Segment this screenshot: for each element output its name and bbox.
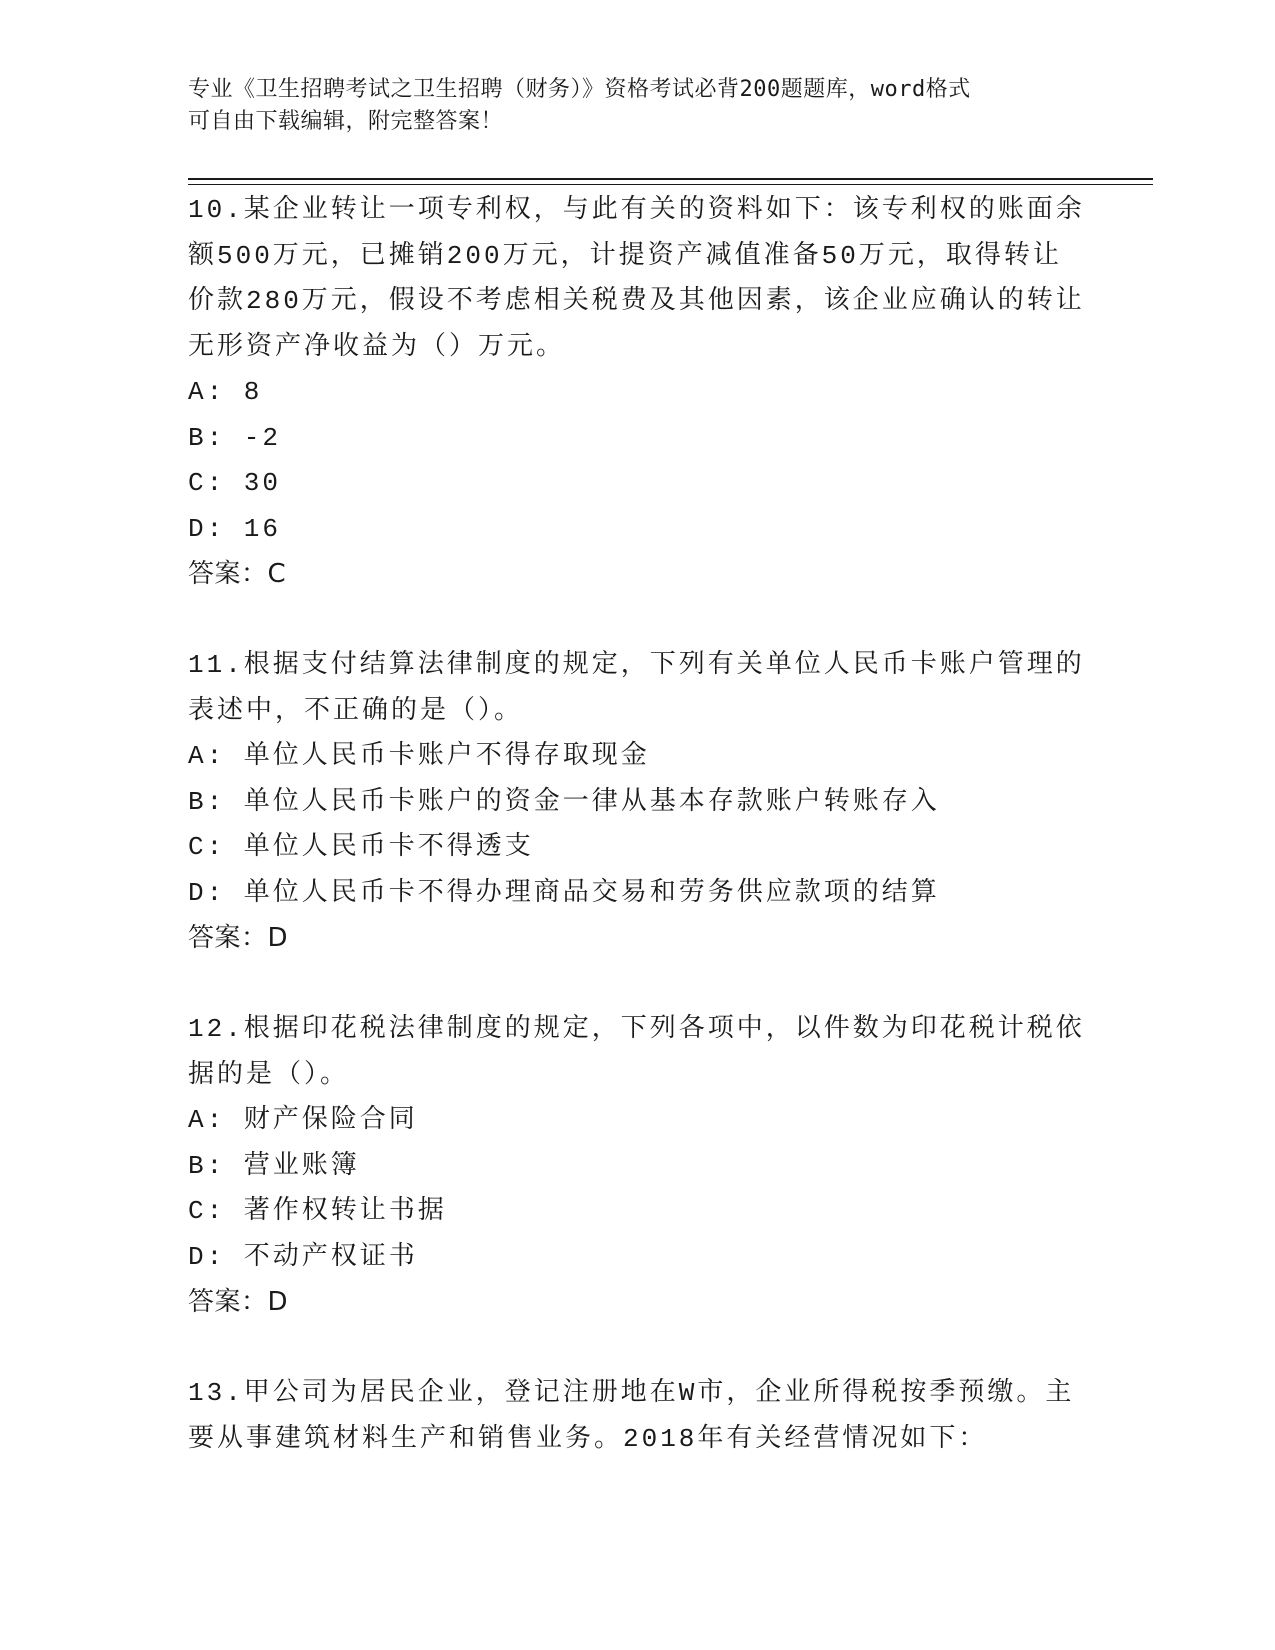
- option-b: B: -2: [188, 422, 282, 453]
- question-stem: 12.根据印花税法律制度的规定，下列各项中，以件数为印花税计税依据的是（）。: [188, 1014, 1085, 1090]
- spacer: [188, 598, 1088, 644]
- question-12: [188, 1007, 1088, 1326]
- question-stem: 11.根据支付结算法律制度的规定，下列有关单位人民币卡账户管理的表述中，不正确的是（）。: [188, 650, 1085, 726]
- option-a: A: 财产保险合同: [188, 1105, 418, 1135]
- answer: 答案：D: [188, 1287, 289, 1317]
- option-b: B: 单位人民币卡账户的资金一律从基本存款账户转账存入: [188, 786, 940, 817]
- question-stem: 10.某企业转让一项专利权，与此有关的资料如下：该专利权的账面余额500万元，已摊销200万元，计提资产减值准备50万元，取得转让价款280万元，假设不考虑相关税费及其他因素，该企业应确认的转让无形资产净收益为（）万元。: [188, 195, 1085, 362]
- option-d: D: 不动产权证书: [188, 1241, 418, 1272]
- header-line-2: 可自由下载编辑，附完整答案！: [188, 109, 504, 134]
- option-a: A: 单位人民币卡账户不得存取现金: [188, 741, 650, 771]
- header-line-1: 专业《卫生招聘考试之卫生招聘（财务）》资格考试必背200题题库，word格式: [188, 77, 971, 102]
- option-a: A: 8: [188, 377, 263, 407]
- document-header: [188, 74, 1068, 138]
- question-10: [188, 188, 1088, 598]
- option-c: C: 单位人民币卡不得透支: [188, 832, 534, 862]
- header-divider-thick: [188, 178, 1153, 180]
- spacer: [188, 962, 1088, 1008]
- option-d: D: 单位人民币卡不得办理商品交易和劳务供应款项的结算: [188, 877, 940, 908]
- option-b: B: 营业账簿: [188, 1150, 360, 1181]
- option-c: C: 30: [188, 468, 282, 498]
- option-d: D: 16: [188, 513, 282, 544]
- answer: 答案：D: [188, 923, 289, 953]
- question-13: [188, 1371, 1088, 1462]
- question-list: [188, 188, 1088, 1462]
- question-11: [188, 643, 1088, 962]
- spacer: [188, 1326, 1088, 1372]
- header-divider-thin: [188, 184, 1153, 185]
- option-c: C: 著作权转让书据: [188, 1196, 447, 1226]
- question-stem: 13.甲公司为居民企业，登记注册地在W市，企业所得税按季预缴。主要从事建筑材料生产和销售业务。2018年有关经营情况如下：: [188, 1378, 1075, 1454]
- answer: 答案：C: [188, 559, 287, 589]
